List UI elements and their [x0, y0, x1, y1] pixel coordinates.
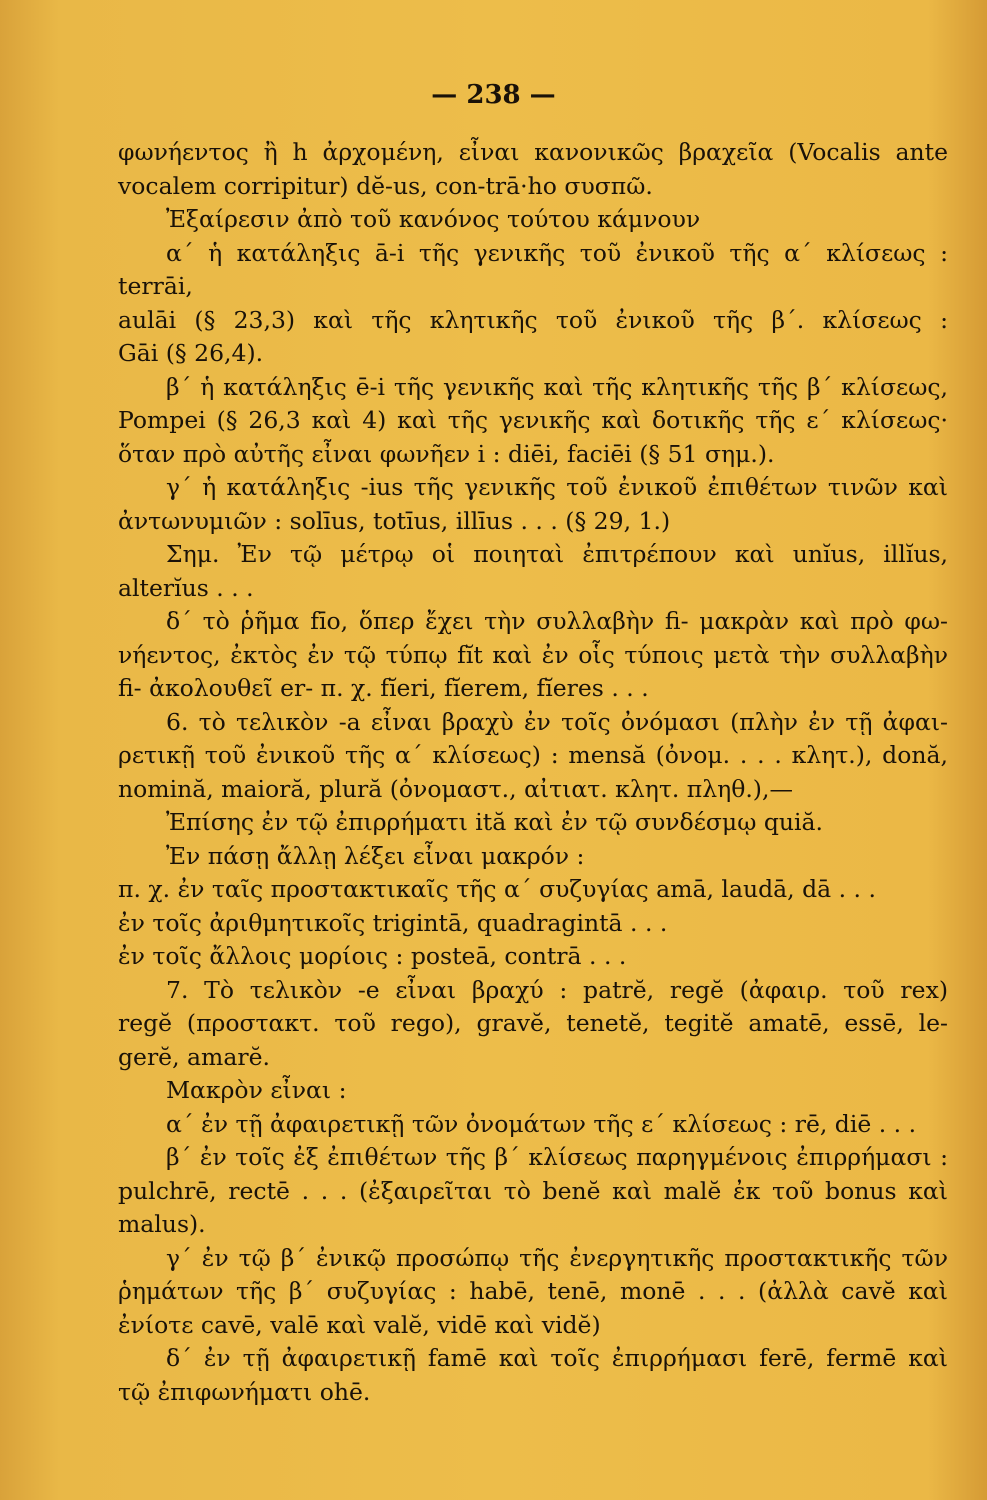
text-line: 7. Τὸ τελικὸν -e εἶναι βραχύ : patrĕ, regĕ (ἀφαιρ. τοῦ rex) [166, 975, 948, 1004]
text-line: nomină, maioră, plură (ὀνομαστ., αἰτιατ. κλητ. πληθ.),— [118, 774, 793, 803]
text-line: ἐν τοῖς ἀριθμητικοῖς trigintā, quadragintā . . . [118, 908, 668, 937]
text-line: φωνήεντος ἢ h ἀρχομένη, εἶναι κανονικῶς βραχεῖα (Vocalis ante [118, 138, 948, 166]
text-line: τῷ ἐπιφωνήματι ohē. [118, 1377, 371, 1406]
text-line: Ἐξαίρεσιν ἀπὸ τοῦ κανόνος τούτου κάμνουν [166, 205, 701, 233]
text-line: γ΄ ἡ κατάληξις -ius τῆς γενικῆς τοῦ ἐνικοῦ ἐπιθέτων τινῶν καὶ [166, 473, 948, 501]
text-line: ἐνίοτε cavē, valē καὶ valĕ, vidē καὶ vidĕ) [118, 1310, 601, 1339]
text-line: vocalem corripitur) dĕ-us, con-trā·ho συσπῶ. [118, 171, 653, 200]
text-line: γ΄ ἐν τῷ β΄ ἐνικῷ προσώπῳ τῆς ἐνεργητικῆς προστακτικῆς τῶν [166, 1243, 948, 1272]
text-line: gerĕ, amarĕ. [118, 1042, 270, 1071]
text-line: Gāi (§ 26,4). [118, 339, 264, 367]
text-line: Ἐπίσης ἐν τῷ ἐπιρρήματι ită καὶ ἐν τῷ συνδέσμῳ quiă. [166, 808, 824, 836]
text-line: β΄ ἡ κατάληξις ē-i τῆς γενικῆς καὶ τῆς κλητικῆς τῆς β΄ κλίσεως, [166, 372, 948, 401]
text-line: ἀντωνυμιῶν : solīus, totīus, illīus . . . (§ 29, 1.) [118, 506, 671, 535]
text-line: Pompei (§ 26,3 καὶ 4) καὶ τῆς γενικῆς καὶ δοτικῆς τῆς ε΄ κλίσεως· [118, 406, 948, 434]
text-line: ἐν τοῖς ἄλλοις μορίοις : posteā, contrā . . . [118, 942, 627, 970]
text-line: ρετικῇ τοῦ ἐνικοῦ τῆς α΄ κλίσεως) : mensă (ὀνομ. . . . κλητ.), donă, [118, 741, 948, 769]
text-line: pulchrē, rectē . . . (ἐξαιρεῖται τὸ benĕ καὶ malĕ ἐκ τοῦ bonus καὶ [118, 1176, 948, 1205]
text-line: δ΄ ἐν τῇ ἀφαιρετικῇ famē καὶ τοῖς ἐπιρρήμασι ferē, fermē καὶ [166, 1344, 948, 1372]
text-line: α΄ ἐν τῇ ἀφαιρετικῇ τῶν ὀνομάτων τῆς ε΄ κλίσεως : rē, diē . . . [166, 1109, 917, 1138]
text-line: aulāi (§ 23,3) καὶ τῆς κλητικῆς τοῦ ἐνικοῦ τῆς β΄. κλίσεως : [118, 305, 948, 334]
body-text [118, 136, 948, 1409]
text-line: Ἐν πάσῃ ἄλλῃ λέξει εἶναι μακρόν : [166, 841, 585, 870]
text-line: α΄ ἡ κατάληξις ā-i τῆς γενικῆς τοῦ ἐνικοῦ τῆς α΄ κλίσεως : terrāi, [118, 238, 948, 300]
text-line: fi- ἀκολουθεῖ er- π. χ. fĭeri, fĭerem, fĭeres . . . [118, 674, 649, 702]
text-line: νήεντος, ἐκτὸς ἐν τῷ τύπῳ fĭt καὶ ἐν οἷς τύποις μετὰ τὴν συλλαβὴν [118, 640, 948, 669]
text-line: π. χ. ἐν ταῖς προστακτικαῖς τῆς α΄ συζυγίας amā, laudā, dā . . . [118, 875, 876, 903]
text-line: regĕ (προστακτ. τοῦ rego), gravĕ, tenetĕ, tegitĕ amatē, essē, le- [118, 1009, 948, 1037]
text-line: 6. τὸ τελικὸν -a εἶναι βραχὺ ἐν τοῖς ὀνόμασι (πλὴν ἐν τῇ ἀφαι- [166, 707, 948, 736]
text-line: malus). [118, 1210, 206, 1238]
page-number: — 238 — [431, 80, 556, 110]
text-line: Μακρὸν εἶναι : [166, 1076, 347, 1104]
text-line: Σημ. Ἐν τῷ μέτρῳ οἱ ποιηταὶ ἐπιτρέπουν καὶ unĭus, illĭus, [166, 540, 948, 568]
text-line: δ΄ τὸ ῥῆμα fīo, ὅπερ ἔχει τὴν συλλαβὴν fi- μακρὰν καὶ πρὸ φω- [166, 607, 948, 635]
text-line: ὅταν πρὸ αὐτῆς εἶναι φωνῆεν i : diēi, faciēi (§ 51 σημ.). [118, 439, 775, 468]
text-line: β΄ ἐν τοῖς ἐξ ἐπιθέτων τῆς β΄ κλίσεως παρηγμένοις ἐπιρρήμασι : [166, 1143, 948, 1171]
text-line: alterĭus . . . [118, 573, 254, 602]
text-line: ῥημάτων τῆς β΄ συζυγίας : habē, tenē, monē . . . (ἀλλὰ cavĕ καὶ [118, 1277, 948, 1305]
